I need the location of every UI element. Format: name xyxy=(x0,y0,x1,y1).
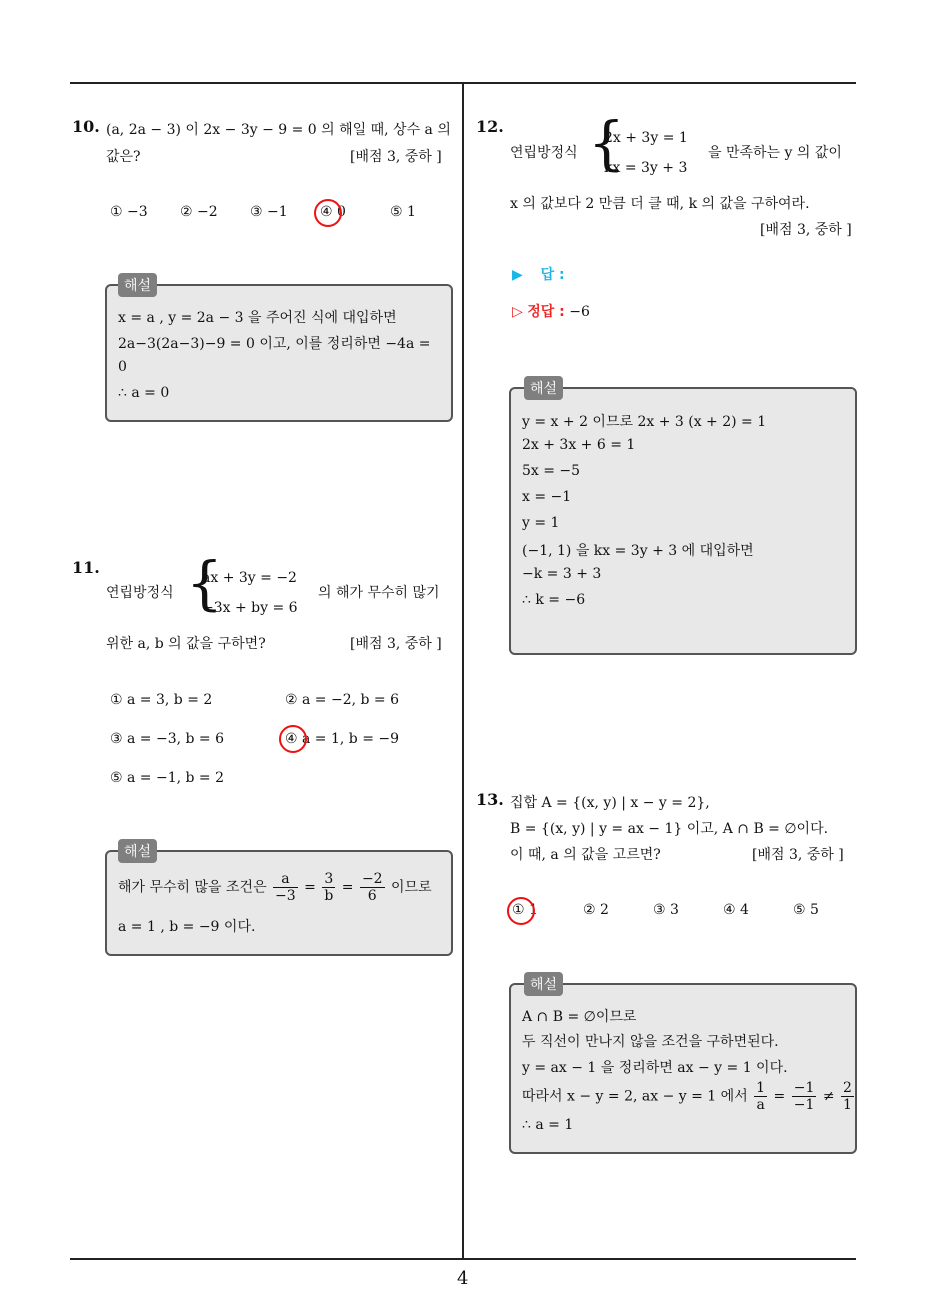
choice-1[interactable]: ① −3 xyxy=(110,204,148,220)
score-tag: [배점 3, 중하 ] xyxy=(760,222,852,238)
question-stem: (a, 2a − 3) 이 2x − 3y − 9 = 0 의 해일 때, 상수 a 의 xyxy=(106,122,451,138)
correct-marker-icon: ▷ xyxy=(512,304,523,320)
question-stem-2: B = {(x, y) | y = ax − 1} 이고, A ∩ B = ∅이다. xyxy=(510,821,829,837)
system-eq-1: 2x + 3y = 1 xyxy=(604,130,688,146)
solution-line-7: −k = 3 + 3 xyxy=(522,566,602,582)
choice-1[interactable]: ① a = 3, b = 2 xyxy=(110,692,213,708)
score-tag: [배점 3, 중하 ] xyxy=(350,149,442,165)
solution-line-1: y = x + 2 이므로 2x + 3 (x + 2) = 1 xyxy=(522,414,767,430)
solution-line-1: A ∩ B = ∅이므로 xyxy=(522,1009,637,1025)
choice-5[interactable]: ⑤ a = −1, b = 2 xyxy=(110,770,225,786)
choice-2[interactable]: ② 2 xyxy=(583,902,609,918)
solution-line-8: ∴ k = −6 xyxy=(522,592,586,608)
solution-line-5: y = 1 xyxy=(522,515,560,531)
choice-3[interactable]: ③ −1 xyxy=(250,204,288,220)
question-stem-3: 이 때, a 의 값을 고르면? xyxy=(510,847,661,863)
solution-label: 해설 xyxy=(524,376,563,400)
question-number: 10. xyxy=(72,117,100,136)
page-number: 4 xyxy=(457,1268,469,1289)
solution-line-2: 2a−3(2a−3)−9 = 0 이고, 이를 정리하면 −4a = xyxy=(118,336,431,352)
fraction-neg2-over-6: $\frac{-2}{6}$ xyxy=(361,871,383,904)
question-number: 11. xyxy=(72,558,100,577)
question-stem-2: x 의 값보다 2 만큼 더 클 때, k 의 값을 구하여라. xyxy=(510,196,810,212)
solution-label: 해설 xyxy=(118,273,157,297)
choice-2[interactable]: ② a = −2, b = 6 xyxy=(285,692,400,708)
not-equal-sign: ≠ xyxy=(822,1088,835,1105)
system-brace: { xyxy=(588,109,625,177)
choice-1[interactable]: ① 1 xyxy=(512,902,538,918)
solution-line-5: ∴ a = 1 xyxy=(522,1117,574,1133)
system-eq-2: kx = 3y + 3 xyxy=(604,160,688,176)
solution-text: 해가 무수히 많을 조건은 xyxy=(118,879,267,896)
choice-2[interactable]: ② −2 xyxy=(180,204,218,220)
solution-box xyxy=(105,284,453,422)
choice-5[interactable]: ⑤ 5 xyxy=(793,902,819,918)
correct-label: 정답 : xyxy=(527,304,565,320)
choice-4[interactable]: ④ 4 xyxy=(723,902,749,918)
solution-line-1: 해가 무수히 많을 조건은 $\frac{a}{-3}$ = $\frac{3}{b}$ = $\frac{-2}{6}$ 이므로 xyxy=(118,871,432,904)
column-divider xyxy=(462,82,464,1259)
question-stem: 집합 A = {(x, y) | x − y = 2}, xyxy=(510,795,710,811)
correct-value: −6 xyxy=(569,304,590,320)
solution-line-2: 두 직선이 만나지 않을 조건을 구하면된다. xyxy=(522,1034,779,1050)
solution-line-2: a = 1 , b = −9 이다. xyxy=(118,919,256,935)
choice-3[interactable]: ③ a = −3, b = 6 xyxy=(110,731,225,747)
fraction-1-over-a: $\frac{1}{a}$ xyxy=(756,1080,766,1113)
question-number: 13. xyxy=(476,790,504,809)
solution-text-suffix: 이므로 xyxy=(391,879,432,896)
choice-3[interactable]: ③ 3 xyxy=(653,902,679,918)
solution-line-3: y = ax − 1 을 정리하면 ax − y = 1 이다. xyxy=(522,1060,788,1076)
solution-line-6: (−1, 1) 을 kx = 3y + 3 에 대입하면 xyxy=(522,543,754,559)
system-eq-1: ax + 3y = −2 xyxy=(202,570,297,586)
fraction-a-over-neg3: $\frac{a}{-3}$ xyxy=(275,871,296,904)
answer-marker-icon: ▶ xyxy=(512,267,523,283)
score-tag: [배점 3, 중하 ] xyxy=(350,636,442,652)
answer-row xyxy=(512,264,565,284)
solution-label: 해설 xyxy=(524,972,563,996)
solution-line-4: ∴ a = 0 xyxy=(118,385,170,401)
solution-text: 따라서 x − y = 2, ax − y = 1 에서 xyxy=(522,1088,748,1105)
choice-5[interactable]: ⑤ 1 xyxy=(390,204,416,220)
answer-mark-circle xyxy=(279,725,307,753)
answer-label: 답 : xyxy=(540,267,565,283)
question-number: 12. xyxy=(476,117,504,136)
system-suffix: 을 만족하는 y 의 값이 xyxy=(708,145,842,161)
solution-line-4: 따라서 x − y = 2, ax − y = 1 에서 $\frac{1}{a}$ = $\frac{-1}{-1}$ ≠ $\frac{2}{1}$ xyxy=(522,1080,852,1113)
score-tag: [배점 3, 중하 ] xyxy=(752,847,844,863)
answer-mark-circle xyxy=(507,897,535,925)
fraction-3-over-b: $\frac{3}{b}$ xyxy=(324,871,334,904)
solution-line-2: 2x + 3x + 6 = 1 xyxy=(522,437,636,453)
choice-4[interactable]: ④ a = 1, b = −9 xyxy=(285,731,400,747)
system-brace: { xyxy=(186,549,223,617)
fraction-2-over-1: $\frac{2}{1}$ xyxy=(843,1080,852,1113)
answer-mark-circle xyxy=(314,199,342,227)
solution-line-1: x = a , y = 2a − 3 을 주어진 식에 대입하면 xyxy=(118,310,397,326)
solution-line-3: 0 xyxy=(118,359,127,375)
solution-label: 해설 xyxy=(118,839,157,863)
system-suffix: 의 해가 무수히 많기 xyxy=(318,585,440,601)
system-prefix: 연립방정식 xyxy=(510,145,578,161)
choice-4[interactable]: ④ 0 xyxy=(320,204,346,220)
question-stem-2: 값은? xyxy=(106,149,141,165)
question-stem-2: 위한 a, b 의 값을 구하면? xyxy=(106,636,266,652)
correct-answer-row xyxy=(512,301,590,321)
solution-line-3: 5x = −5 xyxy=(522,463,581,479)
system-eq-2: −3x + by = 6 xyxy=(202,600,298,616)
fraction-neg1-over-neg1: $\frac{-1}{-1}$ xyxy=(793,1080,815,1113)
solution-line-4: x = −1 xyxy=(522,489,572,505)
system-prefix: 연립방정식 xyxy=(106,585,174,601)
